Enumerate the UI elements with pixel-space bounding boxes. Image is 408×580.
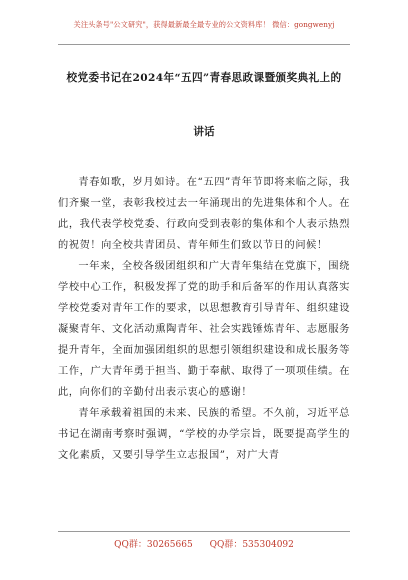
document-title: 校党委书记在2024年“五四”青春思政课暨颁奖典礼上的 bbox=[66, 72, 342, 84]
footer-qq-group-2: QQ群：535304092 bbox=[209, 540, 294, 550]
footer-qq-group-1: QQ群：30265665 bbox=[114, 540, 193, 550]
footer-divider bbox=[58, 531, 350, 532]
paragraph: 青春如歌，岁月如诗。在“五四”青年节即将来临之际，我们齐聚一堂，表彰我校过去一年涌现出的先进集体和个人。在此，我代表学校党委、行政向受到表彰的集体和个人表示热烈的祝贺！向全校共青团员、青年师生们致以节日的问候！ bbox=[58, 177, 350, 251]
header-divider bbox=[58, 44, 350, 45]
document-body bbox=[58, 172, 350, 466]
header-note: 关注头条号"公文研究"，获得最新最全最专业的公文资料库！ 微信：gongwenyj bbox=[73, 20, 335, 29]
document-subtitle: 讲话 bbox=[193, 126, 215, 138]
footer bbox=[0, 537, 408, 550]
paragraph: 青年承载着祖国的未来、民族的希望。不久前，习近平总书记在湖南考察时强调，“学校的办学宗旨，既要提高学生的文化素质，又要引导学生立志报国”，对广大青 bbox=[58, 408, 350, 461]
paragraph: 一年来，全校各级团组织和广大青年集结在党旗下，围绕学校中心工作，积极发挥了党的助手和后备军的作用认真落实学校党委对青年工作的要求，以思想教育引导青年、组织建设凝聚青年、文化活动熏陶青年、社会实践锤炼青年、志愿服务提升青年，全面加强团组织的思想引领组织建设和成长服务等工作，广大青年勇于担当、勤于奉献、取得了一项项佳绩。在此，向你们的辛勤付出表示衷心的感谢！ bbox=[58, 261, 350, 398]
